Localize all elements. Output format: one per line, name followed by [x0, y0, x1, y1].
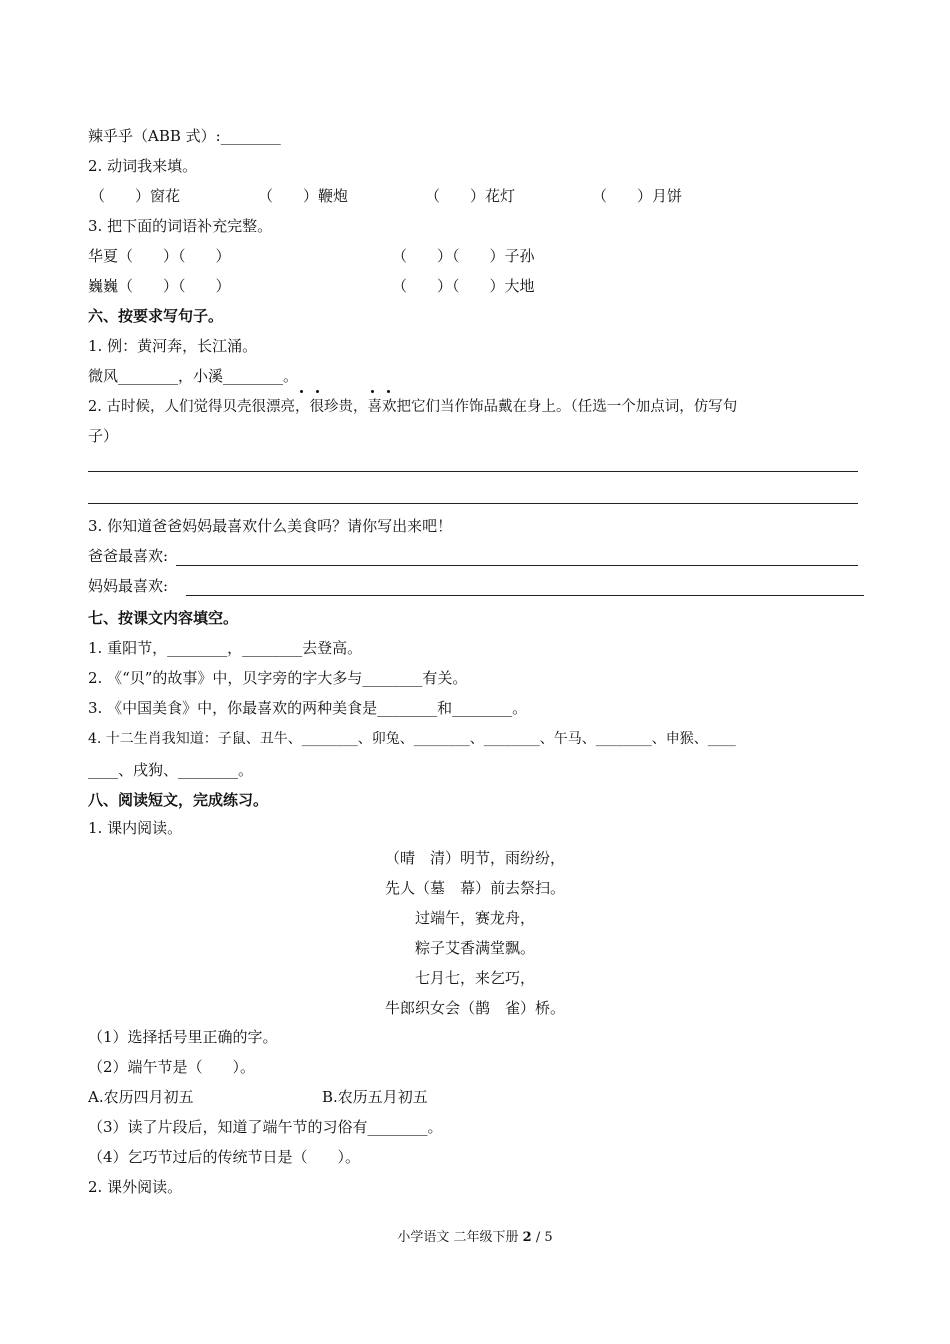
s6-q1-line: 微风________，小溪________。: [88, 367, 299, 385]
verb-item: （ ）鞭炮: [258, 187, 349, 205]
s8-sub2: （2）端午节是（ ）。: [88, 1058, 256, 1076]
s7-item: 1. 重阳节，________，________去登高。: [88, 639, 363, 657]
option-a[interactable]: A.农历四月初五: [88, 1088, 194, 1106]
q2-verb-title: 2. 动词我来填。: [88, 157, 198, 175]
section-7-heading: 七、按课文内容填空。: [88, 609, 239, 627]
poem-line: 七月七，来乞巧，: [414, 969, 535, 987]
dad-favorite-label: 爸爸最喜欢:: [88, 547, 169, 565]
s6-q3: 3. 你知道爸爸妈妈最喜欢什么美食吗？请你写出来吧！: [88, 517, 453, 535]
poem-line: （晴 清）明节，雨纷纷，: [384, 849, 565, 867]
mom-favorite-label: 妈妈最喜欢:: [88, 577, 169, 595]
section-8-heading: 八、阅读短文，完成练习。: [88, 791, 269, 809]
emphasis-dot: [316, 390, 319, 393]
s8-sub4: （4）乞巧节过后的传统节日是（ ）。: [88, 1148, 361, 1166]
dad-favorite-line[interactable]: [176, 565, 858, 566]
s7-item: ____、戌狗、________。: [88, 761, 254, 779]
idiom-item: （ ）（ ）子孙: [392, 247, 535, 265]
idiom-item: （ ）（ ）大地: [392, 277, 535, 295]
s6-q2-cont: 子）: [88, 427, 119, 445]
option-b[interactable]: B.农历五月初五: [322, 1088, 428, 1106]
footer-course: 小学语文 二年级下册: [397, 1230, 519, 1245]
verb-item: （ ）月饼: [592, 187, 683, 205]
poem-line: 先人（墓 幕）前去祭扫。: [384, 879, 565, 897]
idiom-item: 巍巍（ ）（ ）: [88, 277, 231, 295]
poem-line: 粽子艾香满堂飘。: [414, 939, 535, 957]
answer-line[interactable]: [88, 503, 858, 504]
section-6-heading: 六、按要求写句子。: [88, 307, 224, 325]
abb-line: 辣乎乎（ABB 式）:________: [88, 127, 281, 145]
q3-idiom-title: 3. 把下面的词语补充完整。: [88, 217, 273, 235]
s6-q2: 2. 古时候，人们觉得贝壳很漂亮，很珍贵，喜欢把它们当作饰品戴在身上。（任选一个加点词，仿写句: [88, 399, 738, 415]
s8-sub1: （1）选择括号里正确的字。: [88, 1028, 278, 1046]
verb-item: （ ）窗花: [90, 187, 181, 205]
footer-page-number: 2: [522, 1230, 532, 1245]
s7-item: 2. 《“贝”的故事》中，贝字旁的字大多与________有关。: [88, 669, 468, 687]
s8-q2: 2. 课外阅读。: [88, 1178, 183, 1196]
poem-line: 过端午，赛龙舟，: [414, 909, 535, 927]
s8-sub3: （3）读了片段后，知道了端午节的习俗有________。: [88, 1118, 443, 1136]
answer-line[interactable]: [88, 471, 858, 472]
poem-line: 牛郎织女会（鹊 雀）桥。: [384, 999, 565, 1017]
emphasis-dot: [387, 390, 390, 393]
s7-item: 4. 十二生肖我知道：子鼠、丑牛、________、卯兔、________、________、午马、________、申猴、____: [88, 731, 736, 747]
verb-item: （ ）花灯: [425, 187, 516, 205]
s7-item: 3. 《中国美食》中，你最喜欢的两种美食是________和________。: [88, 699, 528, 717]
idiom-item: 华夏（ ）（ ）: [88, 247, 231, 265]
page-footer: [0, 1226, 950, 1245]
s6-q1: 1. 例：黄河奔，长江涌。: [88, 337, 258, 355]
s8-q1: 1. 课内阅读。: [88, 819, 183, 837]
footer-page-total: / 5: [535, 1230, 553, 1245]
emphasis-dot: [371, 390, 374, 393]
emphasis-dot: [300, 390, 303, 393]
mom-favorite-line[interactable]: [186, 595, 864, 596]
